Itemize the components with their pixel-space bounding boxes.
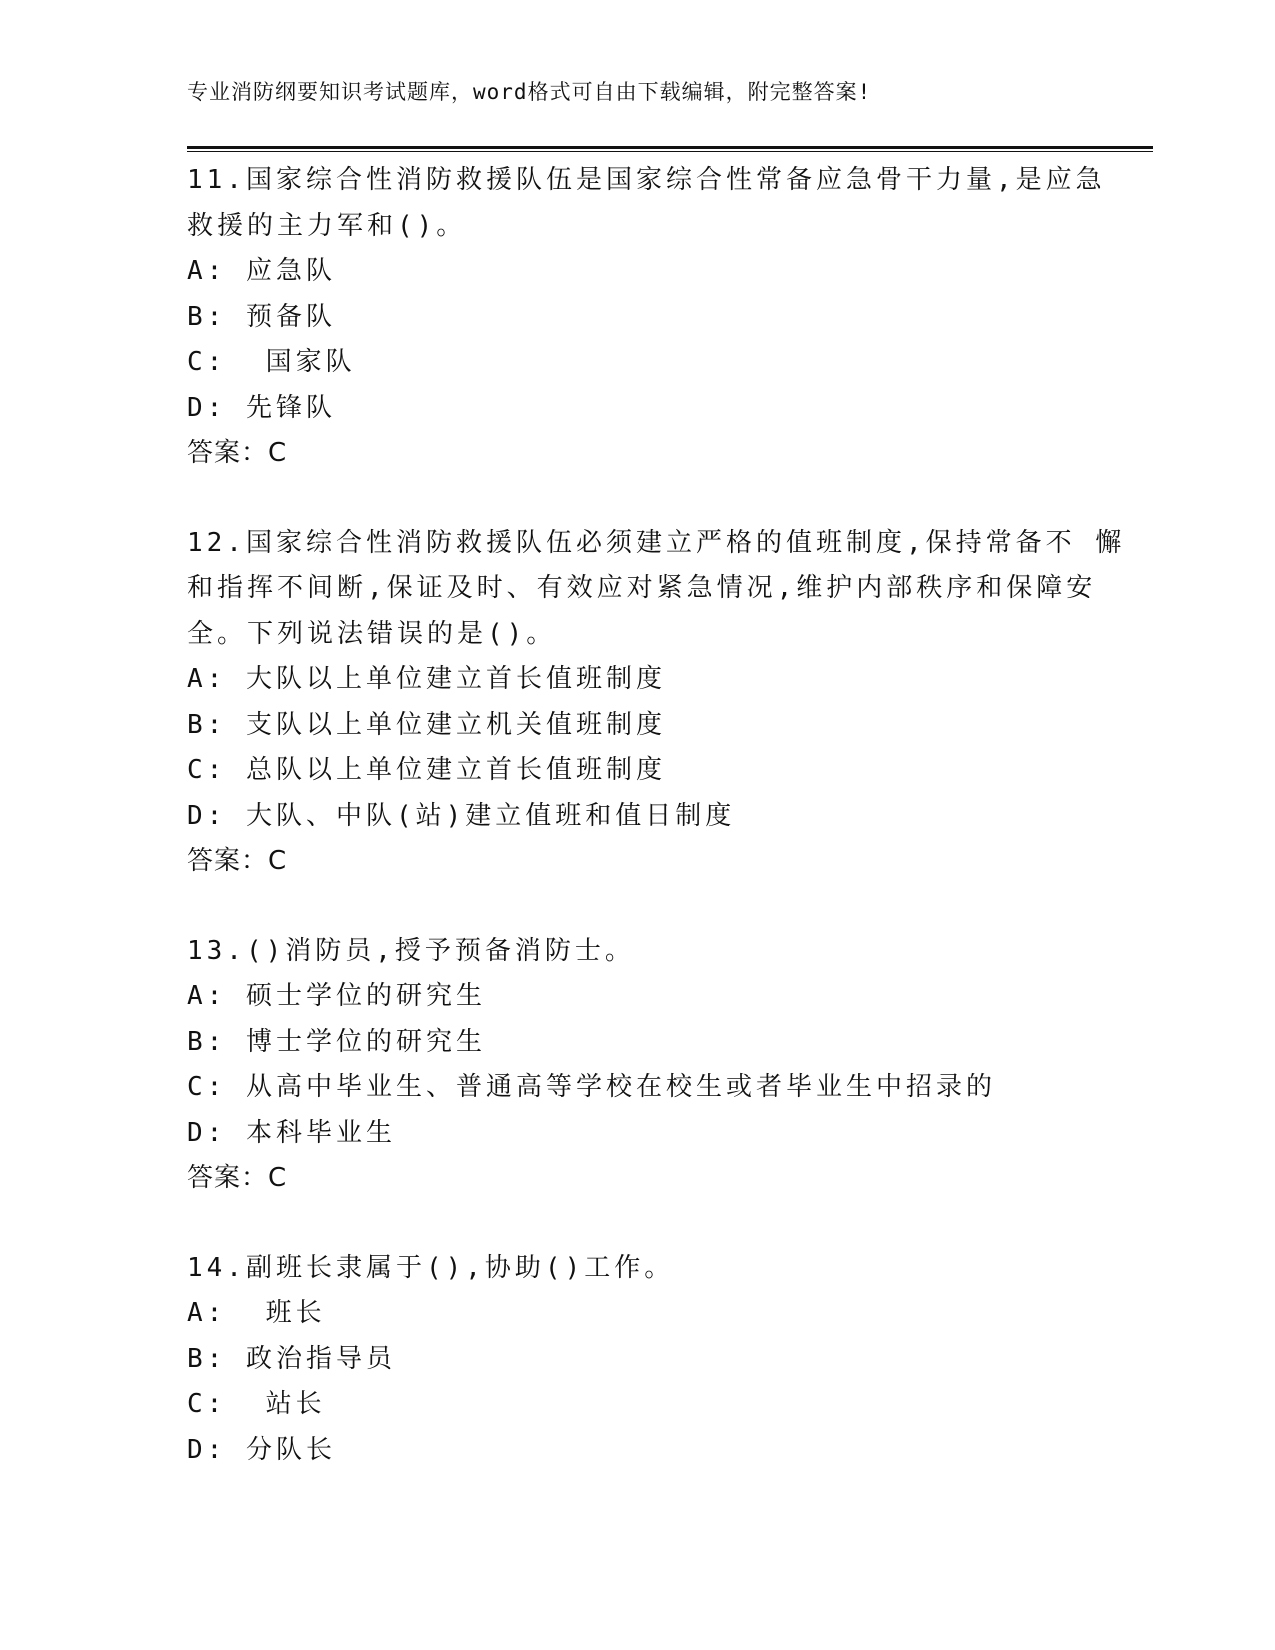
question-13 (187, 929, 1087, 1202)
option-c: C: 国家队 (187, 347, 356, 377)
option-a: A: 硕士学位的研究生 (187, 981, 486, 1011)
question-11 (187, 158, 1106, 477)
option-b: B: 支队以上单位建立机关值班制度 (187, 709, 666, 740)
option-a: A: 班长 (187, 1298, 326, 1328)
question-stem-line: 13.()消防员,授予预备消防士。 (187, 935, 635, 966)
question-stem-line: 全。下列说法错误的是()。 (187, 618, 557, 649)
option-b: B: 政治指导员 (187, 1343, 396, 1374)
question-list (187, 158, 1126, 1473)
answer-text: 答案：C (187, 438, 288, 468)
option-c: C: 总队以上单位建立首长值班制度 (187, 755, 666, 785)
question-stem-line: 11.国家综合性消防救援队伍是国家综合性常备应急骨干力量,是应急 (187, 165, 1106, 195)
option-c: C: 站长 (187, 1389, 326, 1419)
answer-text: 答案：C (187, 1163, 288, 1193)
option-d: D: 分队长 (187, 1434, 336, 1465)
option-b: B: 预备队 (187, 301, 336, 332)
option-b: B: 博士学位的研究生 (187, 1026, 486, 1057)
question-stem-line: 救援的主力军和()。 (187, 210, 467, 241)
question-stem-line: 和指挥不间断,保证及时、有效应对紧急情况,维护内部秩序和保障安 (187, 573, 1097, 603)
header-divider (187, 146, 1153, 152)
page-header: 专业消防纲要知识考试题库，word格式可自由下载编辑，附完整答案! (187, 80, 872, 104)
option-a: A: 应急队 (187, 256, 336, 286)
option-d: D: 本科毕业生 (187, 1117, 396, 1148)
option-d: D: 大队、中队(站)建立值班和值日制度 (187, 800, 736, 831)
question-12 (187, 521, 1126, 885)
question-stem-line: 14.副班长隶属于(),协助()工作。 (187, 1252, 675, 1283)
question-14 (187, 1246, 1087, 1474)
question-stem-line: 12.国家综合性消防救援队伍必须建立严格的值班制度,保持常备不 懈 (187, 527, 1126, 558)
answer-text: 答案：C (187, 846, 288, 876)
option-a: A: 大队以上单位建立首长值班制度 (187, 664, 666, 694)
option-c: C: 从高中毕业生、普通高等学校在校生或者毕业生中招录的 (187, 1072, 996, 1102)
option-d: D: 先锋队 (187, 392, 336, 423)
